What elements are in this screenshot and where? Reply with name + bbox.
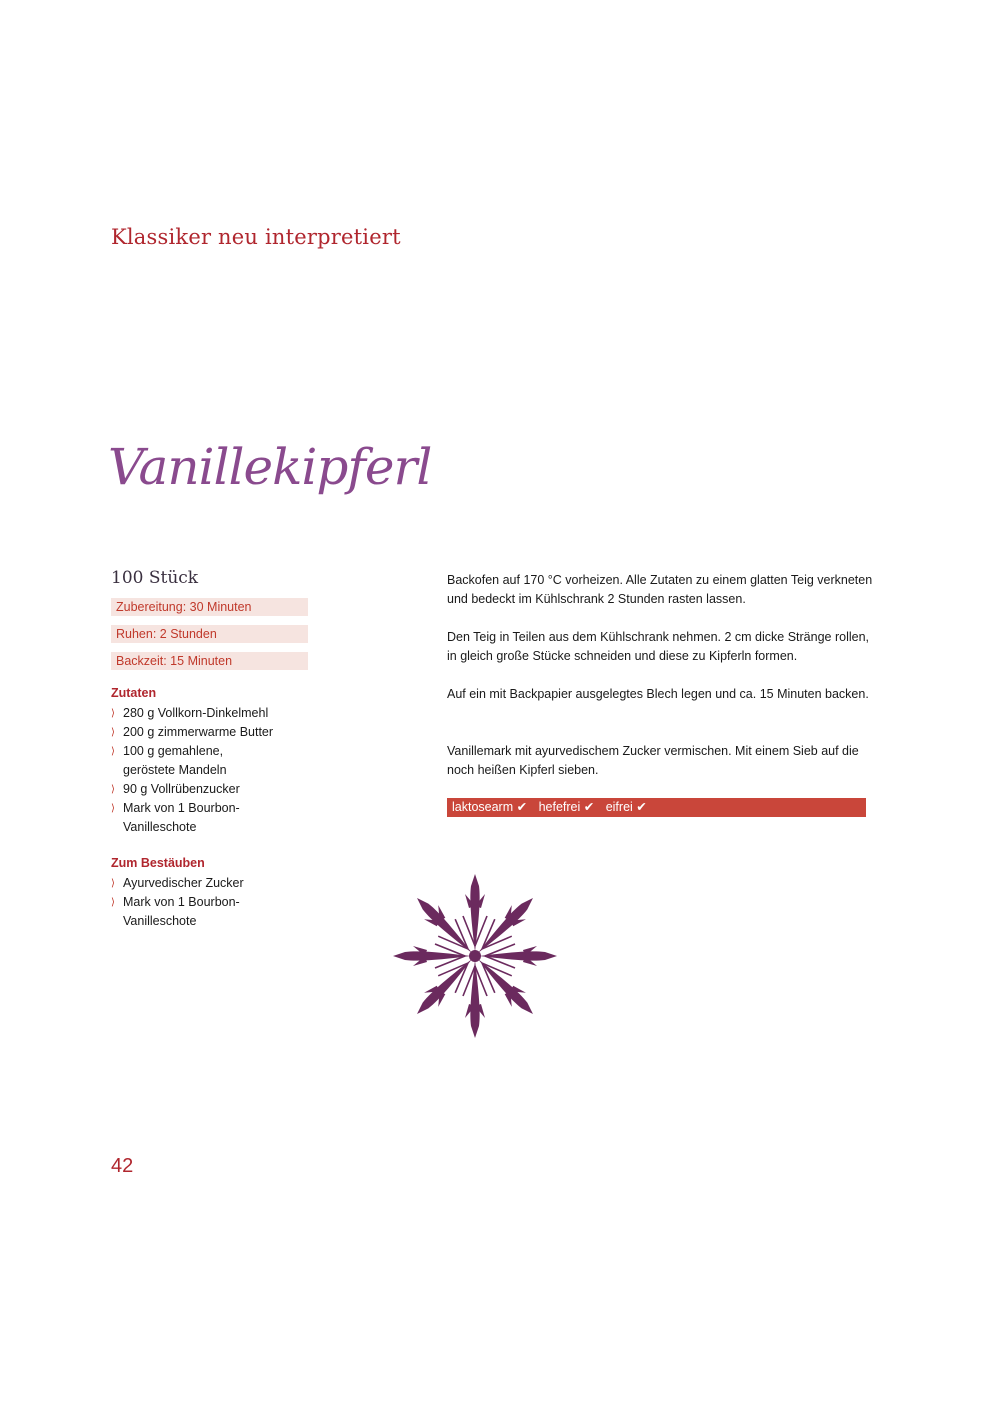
ingredient-text: Mark von 1 Bourbon-Vanilleschote <box>123 895 240 928</box>
ingredients-list <box>111 704 311 837</box>
list-item <box>111 723 311 742</box>
dusting-list <box>111 874 311 931</box>
bullet-icon: ⟩ <box>111 803 115 814</box>
section-header: Klassiker neu interpretiert <box>111 225 401 249</box>
recipe-title: Vanillekipferl <box>108 438 432 496</box>
list-item <box>111 742 263 780</box>
ingredient-text: Ayurvedischer Zucker <box>123 876 244 890</box>
tag-egg-free: eifrei ✔ <box>605 800 647 814</box>
ingredient-text: Mark von 1 Bourbon-Vanilleschote <box>123 801 240 834</box>
list-item <box>111 780 311 799</box>
prep-time-badge: Zubereitung: 30 Minuten <box>111 598 308 616</box>
ingredients-heading: Zutaten <box>111 686 157 700</box>
list-item <box>111 893 263 931</box>
list-item <box>111 874 311 893</box>
ingredient-text: 200 g zimmerwarme Butter <box>123 725 274 739</box>
bullet-icon: ⟩ <box>111 727 115 738</box>
page-number: 42 <box>111 1155 134 1177</box>
bullet-icon: ⟩ <box>111 746 115 757</box>
snowflake-icon <box>392 870 558 1042</box>
recipe-yield: 100 Stück <box>111 568 199 588</box>
tag-lactose: laktosearm ✔ <box>452 800 528 814</box>
ingredient-text: 100 g gemahlene, geröstete Mandeln <box>123 744 227 777</box>
instruction-step: Auf ein mit Backpapier ausgelegtes Blech legen und ca. 15 Minuten backen. <box>447 687 869 701</box>
ingredient-text: 90 g Vollrübenzucker <box>123 782 240 796</box>
dusting-heading: Zum Bestäuben <box>111 856 205 870</box>
list-item <box>111 704 311 723</box>
instruction-step: Backofen auf 170 °C vorheizen. Alle Zutaten zu einem glatten Teig verkneten und bedeckt im Kühlschrank 2 Stunden rasten lassen. <box>447 573 873 606</box>
rest-time-badge: Ruhen: 2 Stunden <box>111 625 308 643</box>
diet-tags-bar <box>447 798 866 817</box>
list-item <box>111 799 263 837</box>
bullet-icon: ⟩ <box>111 878 115 889</box>
instruction-step: Vanillemark mit ayurvedischem Zucker vermischen. Mit einem Sieb auf die noch heißen Kipferl sieben. <box>447 744 859 777</box>
bake-time-badge: Backzeit: 15 Minuten <box>111 652 308 670</box>
ingredient-text: 280 g Vollkorn-Dinkelmehl <box>123 706 269 720</box>
bullet-icon: ⟩ <box>111 784 115 795</box>
tag-yeast-free: hefefrei ✔ <box>538 800 595 814</box>
instruction-step: Den Teig in Teilen aus dem Kühlschrank nehmen. 2 cm dicke Stränge rollen, in gleich große Stücke schneiden und diese zu Kipferln formen. <box>447 630 869 663</box>
bullet-icon: ⟩ <box>111 708 115 719</box>
bullet-icon: ⟩ <box>111 897 115 908</box>
